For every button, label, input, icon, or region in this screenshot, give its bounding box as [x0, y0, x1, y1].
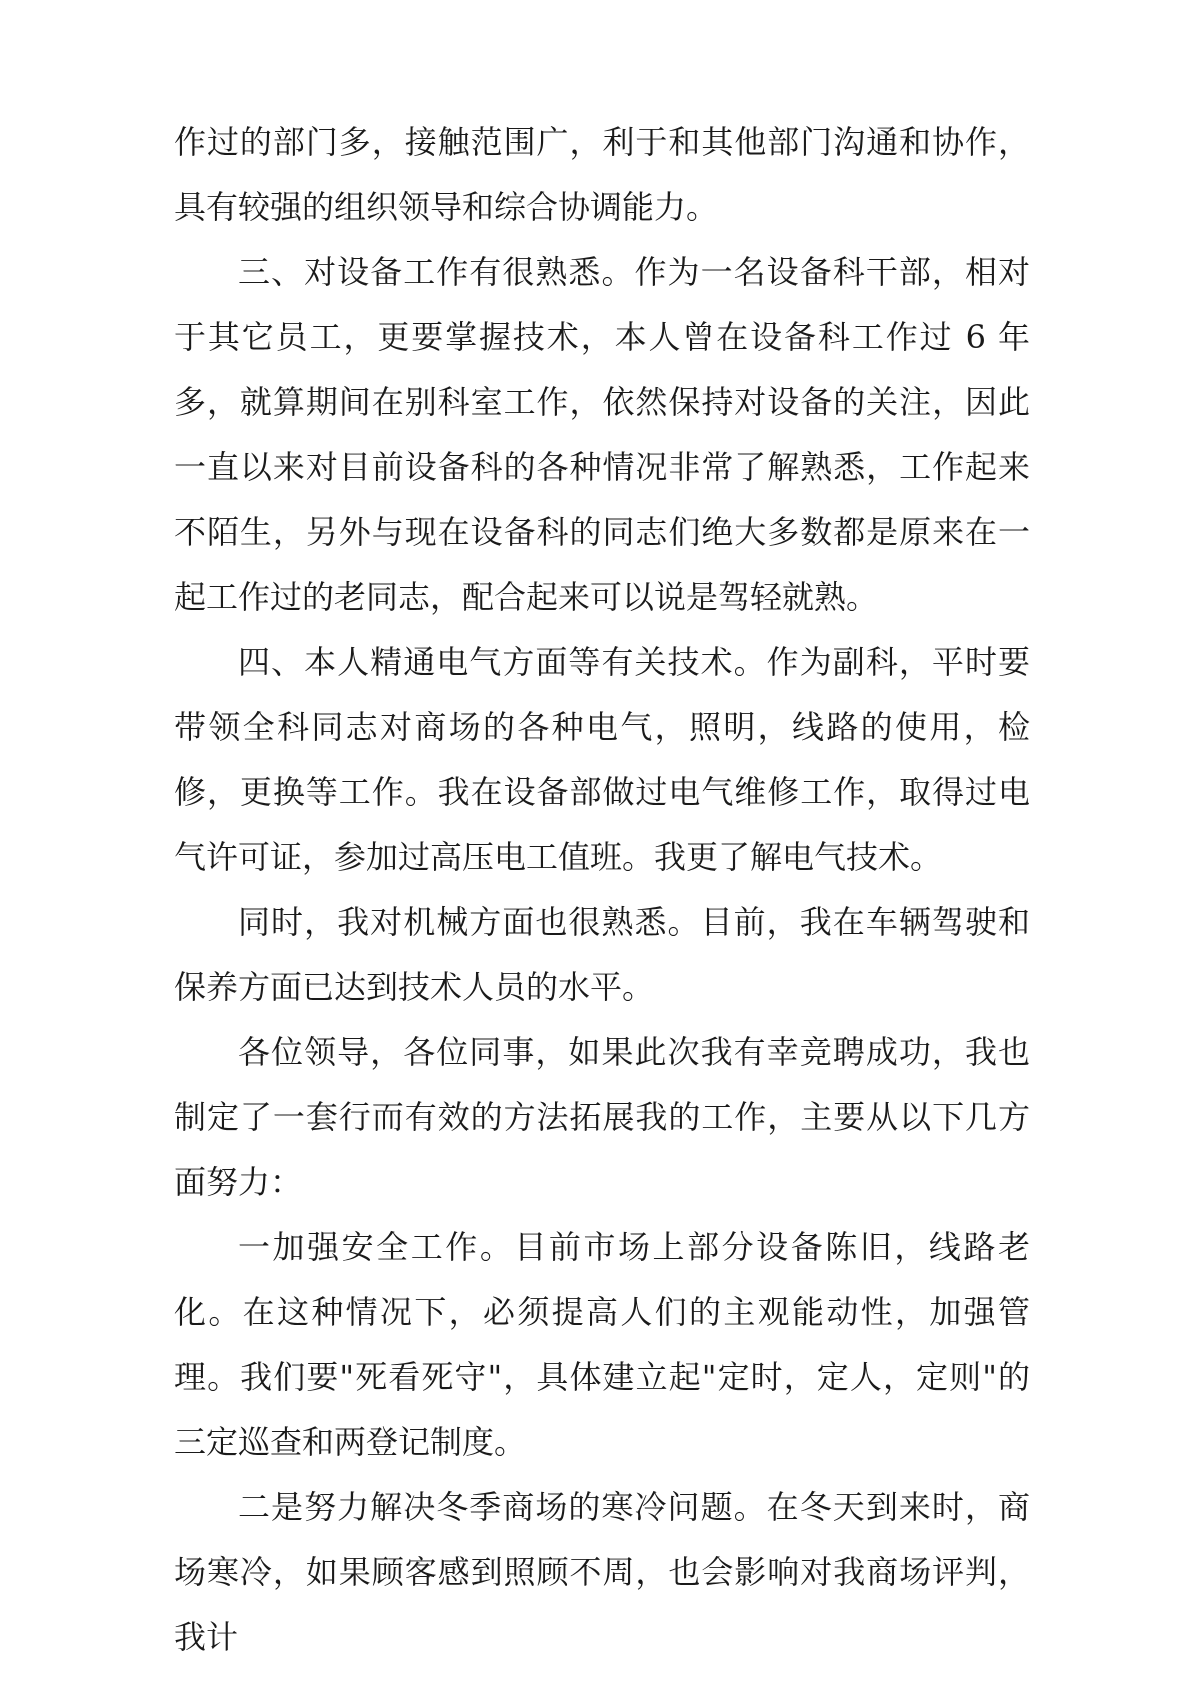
document-body — [174, 110, 1030, 1670]
paragraph-equipment-familiarity: 三、对设备工作有很熟悉。作为一名设备科干部，相对于其它员工，更要掌握技术，本人曾在设备科工作过 6 年多，就算期间在别科室工作，依然保持对设备的关注，因此一直以来对目前设备科的各种情况非常了解熟悉，工作起来不陌生，另外与现在设备科的同志们绝大多数都是原来在一起工作过的老同志，配合起来可以说是驾轻就熟。 — [174, 253, 1030, 616]
paragraph-winter-cold: 二是努力解决冬季商场的寒冷问题。在冬天到来时，商场寒冷，如果顾客感到照顾不周，也会影响对我商场评判，我计 — [174, 1488, 1030, 1656]
paragraph-continued: 作过的部门多，接触范围广，利于和其他部门沟通和协作，具有较强的组织领导和综合协调能力。 — [174, 123, 1030, 226]
paragraph-mechanical-skills: 同时，我对机械方面也很熟悉。目前，我在车辆驾驶和保养方面已达到技术人员的水平。 — [174, 903, 1030, 1006]
paragraph-work-plan-intro: 各位领导，各位同事，如果此次我有幸竞聘成功，我也制定了一套行而有效的方法拓展我的工作，主要从以下几方面努力： — [174, 1033, 1030, 1201]
paragraph-safety-work: 一加强安全工作。目前市场上部分设备陈旧，线路老化。在这种情况下，必须提高人们的主观能动性，加强管理。我们要"死看死守"，具体建立起"定时，定人，定则"的三定巡查和两登记制度。 — [174, 1228, 1030, 1461]
paragraph-electrical-skills: 四、本人精通电气方面等有关技术。作为副科，平时要带领全科同志对商场的各种电气，照明，线路的使用，检修，更换等工作。我在设备部做过电气维修工作，取得过电气许可证，参加过高压电工值班。我更了解电气技术。 — [174, 643, 1030, 876]
